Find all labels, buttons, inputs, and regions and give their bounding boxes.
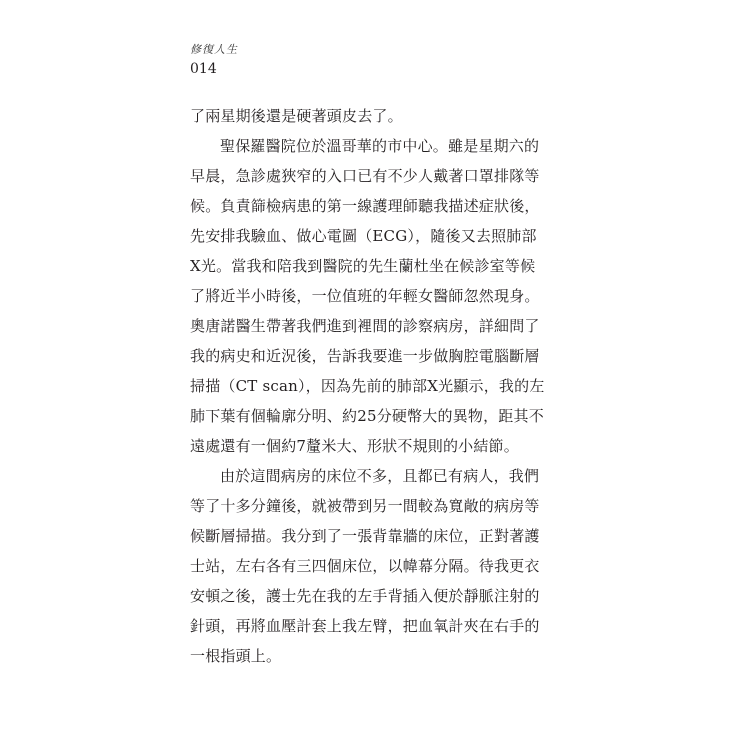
text-line: 一根指頭上。 [190, 647, 282, 665]
text-line: 先安排我驗血、做心電圖（ECG），隨後又去照肺部 [190, 227, 537, 245]
text-line: 我的病史和近況後，告訴我要進一步做胸腔電腦斷層 [190, 347, 540, 365]
running-title: 修復人生 [190, 43, 238, 56]
text-line: 候斷層掃描。我分到了一張背靠牆的床位，正對著護 [190, 527, 540, 545]
text-line: 等了十多分鐘後，就被帶到另一間較為寬敞的病房等 [190, 497, 540, 515]
text-line: 奧唐諾醫生帶著我們進到裡間的診察病房，詳細問了 [190, 317, 540, 335]
text-line: 針頭，再將血壓計套上我左臂，把血氧計夾在右手的 [190, 617, 540, 635]
text-line: 聖保羅醫院位於溫哥華的市中心。雖是星期六的 [220, 137, 540, 155]
text-line: 由於這間病房的床位不多，且都已有病人，我們 [220, 467, 540, 485]
text-line: 候。負責篩檢病患的第一線護理師聽我描述症狀後， [190, 197, 540, 215]
text-line: 安頓之後，護士先在我的左手背插入便於靜脈注射的 [190, 587, 540, 605]
text-line: 早晨，急診處狹窄的入口已有不少人戴著口罩排隊等 [190, 167, 540, 185]
text-line: X光。當我和陪我到醫院的先生蘭杜坐在候診室等候 [190, 257, 536, 275]
text-line: 了兩星期後還是硬著頭皮去了。 [190, 107, 403, 125]
page-number: 014 [190, 61, 217, 77]
text-line: 掃描（CT scan），因為先前的肺部X光顯示，我的左 [190, 377, 545, 395]
body-text [190, 101, 550, 671]
text-line: 士站，左右各有三四個床位，以幃幕分隔。待我更衣 [190, 557, 540, 575]
text-line: 遠處還有一個約7釐米大、形狀不規則的小結節。 [190, 437, 519, 455]
text-line: 了將近半小時後，一位值班的年輕女醫師忽然現身。 [190, 287, 540, 305]
text-line: 肺下葉有個輪廓分明、約25分硬幣大的異物，距其不 [190, 407, 544, 425]
